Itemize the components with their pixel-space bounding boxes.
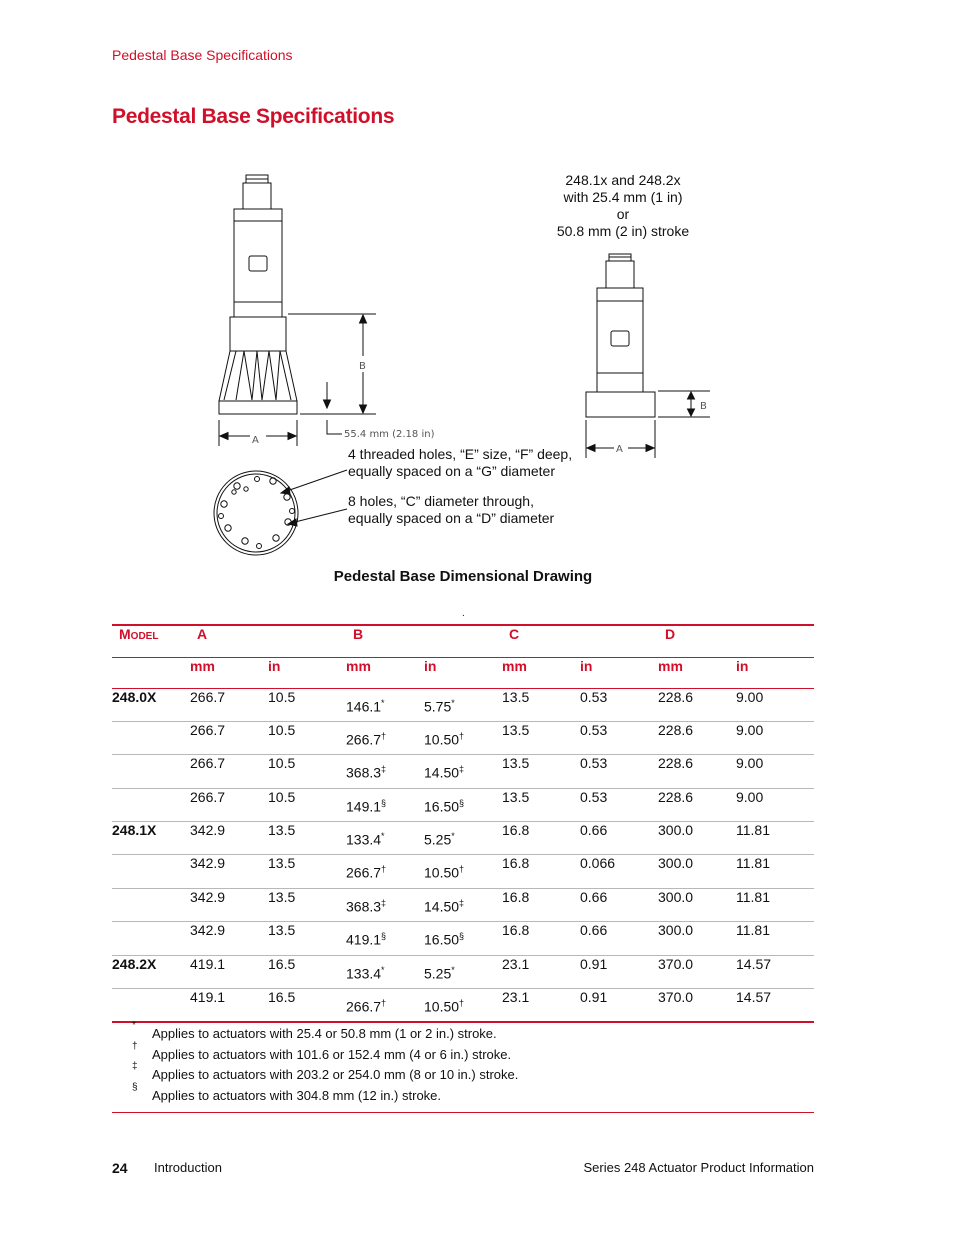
cell-a-in: 10.5 xyxy=(268,721,346,754)
footnote xyxy=(112,1061,814,1085)
table-row xyxy=(112,822,814,855)
cell-a-mm: 266.7 xyxy=(190,688,268,721)
footnote-text: Applies to actuators with 25.4 or 50.8 mm (1 or 2 in.) stroke. xyxy=(152,1026,497,1041)
cell-a-in: 10.5 xyxy=(268,755,346,788)
cell-d-mm: 228.6 xyxy=(658,721,736,754)
cell-b-in: 16.50§ xyxy=(424,788,502,821)
cell-c-in: 0.53 xyxy=(580,688,658,721)
cell-c-mm: 16.8 xyxy=(502,888,580,921)
unit-d-mm: mm xyxy=(658,657,736,688)
cell-b-in: 5.25* xyxy=(424,822,502,855)
page-number: 24 xyxy=(112,1160,128,1176)
cell-b-mm: 266.7† xyxy=(346,721,424,754)
cell-b-mm: 419.1§ xyxy=(346,922,424,955)
footnote-text: Applies to actuators with 203.2 or 254.0 mm (8 or 10 in.) stroke. xyxy=(152,1067,519,1082)
table-row xyxy=(112,888,814,921)
footnote-text: Applies to actuators with 101.6 or 152.4 mm (4 or 6 in.) stroke. xyxy=(152,1046,512,1062)
unit-a-in: in xyxy=(268,657,346,688)
footnote-symbol: * xyxy=(132,1020,136,1031)
cell-a-mm: 342.9 xyxy=(190,922,268,955)
cell-b-in: 5.25* xyxy=(424,955,502,988)
cell-d-mm: 370.0 xyxy=(658,989,736,1022)
cell-c-mm: 23.1 xyxy=(502,955,580,988)
cell-model xyxy=(112,788,190,821)
cell-model xyxy=(112,922,190,955)
table-body xyxy=(112,688,814,1022)
cell-a-in: 13.5 xyxy=(268,822,346,855)
cell-d-in: 11.81 xyxy=(736,922,814,955)
unit-a-mm: mm xyxy=(190,657,268,688)
cell-b-in: 10.50† xyxy=(424,721,502,754)
cell-c-in: 0.53 xyxy=(580,788,658,821)
cell-b-mm: 133.4* xyxy=(346,955,424,988)
cell-a-in: 16.5 xyxy=(268,989,346,1022)
cell-c-in: 0.66 xyxy=(580,888,658,921)
cell-a-mm: 342.9 xyxy=(190,855,268,888)
footer-section: Introduction xyxy=(154,1160,222,1175)
cell-b-in: 5.75* xyxy=(424,688,502,721)
footnote xyxy=(112,1020,814,1044)
cell-c-mm: 13.5 xyxy=(502,721,580,754)
cell-b-mm: 149.1§ xyxy=(346,788,424,821)
cell-a-mm: 342.9 xyxy=(190,888,268,921)
cell-d-in: 9.00 xyxy=(736,721,814,754)
footer-document-title: Series 248 Actuator Product Information xyxy=(583,1160,814,1175)
specifications-table xyxy=(112,624,814,1023)
table-footnotes xyxy=(112,1020,814,1113)
cell-c-mm: 23.1 xyxy=(502,989,580,1022)
cell-c-in: 0.66 xyxy=(580,922,658,955)
cell-a-in: 10.5 xyxy=(268,788,346,821)
header-b: B xyxy=(346,625,502,657)
cell-c-mm: 16.8 xyxy=(502,922,580,955)
unit-spacer xyxy=(112,657,190,688)
cell-model xyxy=(112,721,190,754)
cell-b-mm: 368.3‡ xyxy=(346,755,424,788)
table-row xyxy=(112,922,814,955)
cell-b-mm: 368.3‡ xyxy=(346,888,424,921)
through-holes-note: 8 holes, “C” diameter through, equally spaced on a “D” diameter xyxy=(348,493,555,526)
cell-d-in: 11.81 xyxy=(736,822,814,855)
table-row xyxy=(112,788,814,821)
table-row xyxy=(112,755,814,788)
cell-c-in: 0.91 xyxy=(580,955,658,988)
footnote xyxy=(112,1081,814,1106)
cell-d-mm: 228.6 xyxy=(658,688,736,721)
right-caption-line-2: with 25.4 mm (1 in) xyxy=(563,189,683,205)
footnote-symbol: † xyxy=(132,1040,138,1052)
cell-d-mm: 228.6 xyxy=(658,788,736,821)
cell-model xyxy=(112,855,190,888)
table-row xyxy=(112,989,814,1022)
page-title: Pedestal Base Specifications xyxy=(112,105,395,128)
cell-model xyxy=(112,755,190,788)
cell-a-mm: 419.1 xyxy=(190,955,268,988)
base-plate-top-view xyxy=(214,471,298,555)
left-label-a: A xyxy=(252,435,259,446)
cell-model: 248.2X xyxy=(112,955,190,988)
table-row xyxy=(112,688,814,721)
unit-c-in: in xyxy=(580,657,658,688)
cell-c-mm: 16.8 xyxy=(502,855,580,888)
footnote-symbol: ‡ xyxy=(132,1061,138,1072)
cell-b-in: 14.50‡ xyxy=(424,888,502,921)
cell-b-in: 16.50§ xyxy=(424,922,502,955)
header-model: Model xyxy=(112,625,190,657)
cell-b-mm: 266.7† xyxy=(346,855,424,888)
footnote-symbol: § xyxy=(132,1081,138,1093)
table-group-header-row xyxy=(112,625,814,657)
cell-a-mm: 342.9 xyxy=(190,822,268,855)
cell-a-in: 16.5 xyxy=(268,955,346,988)
cell-b-in: 14.50‡ xyxy=(424,755,502,788)
cell-c-in: 0.91 xyxy=(580,989,658,1022)
cell-c-mm: 16.8 xyxy=(502,822,580,855)
cell-model: 248.0X xyxy=(112,688,190,721)
cell-d-in: 14.57 xyxy=(736,989,814,1022)
header-d: D xyxy=(658,625,814,657)
header-c: C xyxy=(502,625,658,657)
right-actuator-outline xyxy=(586,254,655,417)
cell-b-mm: 266.7† xyxy=(346,989,424,1022)
right-caption-line-1: 248.1x and 248.2x xyxy=(565,172,681,188)
cell-c-in: 0.53 xyxy=(580,755,658,788)
cell-model: 248.1X xyxy=(112,822,190,855)
cell-a-in: 10.5 xyxy=(268,688,346,721)
cell-c-mm: 13.5 xyxy=(502,688,580,721)
cell-c-in: 0.66 xyxy=(580,822,658,855)
cell-d-in: 9.00 xyxy=(736,788,814,821)
table-row xyxy=(112,955,814,988)
right-caption-line-4: 50.8 mm (2 in) stroke xyxy=(556,223,690,239)
cell-a-mm: 266.7 xyxy=(190,788,268,821)
cell-c-mm: 13.5 xyxy=(502,788,580,821)
cell-d-mm: 300.0 xyxy=(658,922,736,955)
left-label-b: B xyxy=(359,361,366,372)
cell-b-in: 10.50† xyxy=(424,855,502,888)
cell-a-in: 13.5 xyxy=(268,888,346,921)
right-label-a: A xyxy=(616,444,623,455)
cell-d-mm: 300.0 xyxy=(658,888,736,921)
cell-d-mm: 228.6 xyxy=(658,755,736,788)
table-unit-header-row xyxy=(112,657,814,688)
unit-d-in: in xyxy=(736,657,814,688)
footnote-text: Applies to actuators with 304.8 mm (12 in.) stroke. xyxy=(152,1087,442,1103)
left-dimension-b xyxy=(288,314,376,434)
cell-c-in: 0.53 xyxy=(580,721,658,754)
right-caption-line-3: or xyxy=(616,206,630,222)
cell-d-in: 9.00 xyxy=(736,688,814,721)
cell-a-mm: 266.7 xyxy=(190,755,268,788)
cell-a-mm: 419.1 xyxy=(190,989,268,1022)
cell-a-mm: 266.7 xyxy=(190,721,268,754)
threaded-holes-note: 4 threaded holes, “E” size, “F” deep, equally spaced on a “G” diameter xyxy=(348,446,573,479)
cell-b-mm: 146.1* xyxy=(346,688,424,721)
right-label-b: B xyxy=(700,401,707,412)
cell-d-mm: 370.0 xyxy=(658,955,736,988)
cell-a-in: 13.5 xyxy=(268,922,346,955)
cell-d-in: 11.81 xyxy=(736,888,814,921)
cell-b-in: 10.50† xyxy=(424,989,502,1022)
cell-a-in: 13.5 xyxy=(268,855,346,888)
dimension-note: 55.4 mm (2.18 in) xyxy=(344,429,435,440)
unit-b-in: in xyxy=(424,657,502,688)
cell-model xyxy=(112,989,190,1022)
footnote xyxy=(112,1040,814,1065)
unit-b-mm: mm xyxy=(346,657,424,688)
cell-c-mm: 13.5 xyxy=(502,755,580,788)
cell-b-mm: 133.4* xyxy=(346,822,424,855)
running-header: Pedestal Base Specifications xyxy=(112,47,293,63)
cell-d-mm: 300.0 xyxy=(658,822,736,855)
cell-model xyxy=(112,888,190,921)
table-row xyxy=(112,721,814,754)
drawing-caption: Pedestal Base Dimensional Drawing xyxy=(333,568,593,585)
cell-d-in: 9.00 xyxy=(736,755,814,788)
table-row xyxy=(112,855,814,888)
cell-c-in: 0.066 xyxy=(580,855,658,888)
left-actuator-outline xyxy=(219,175,297,414)
cell-d-in: 14.57 xyxy=(736,955,814,988)
unit-c-mm: mm xyxy=(502,657,580,688)
cell-d-mm: 300.0 xyxy=(658,855,736,888)
separator-dot: . xyxy=(462,608,465,619)
header-a: A xyxy=(190,625,346,657)
cell-d-in: 11.81 xyxy=(736,855,814,888)
